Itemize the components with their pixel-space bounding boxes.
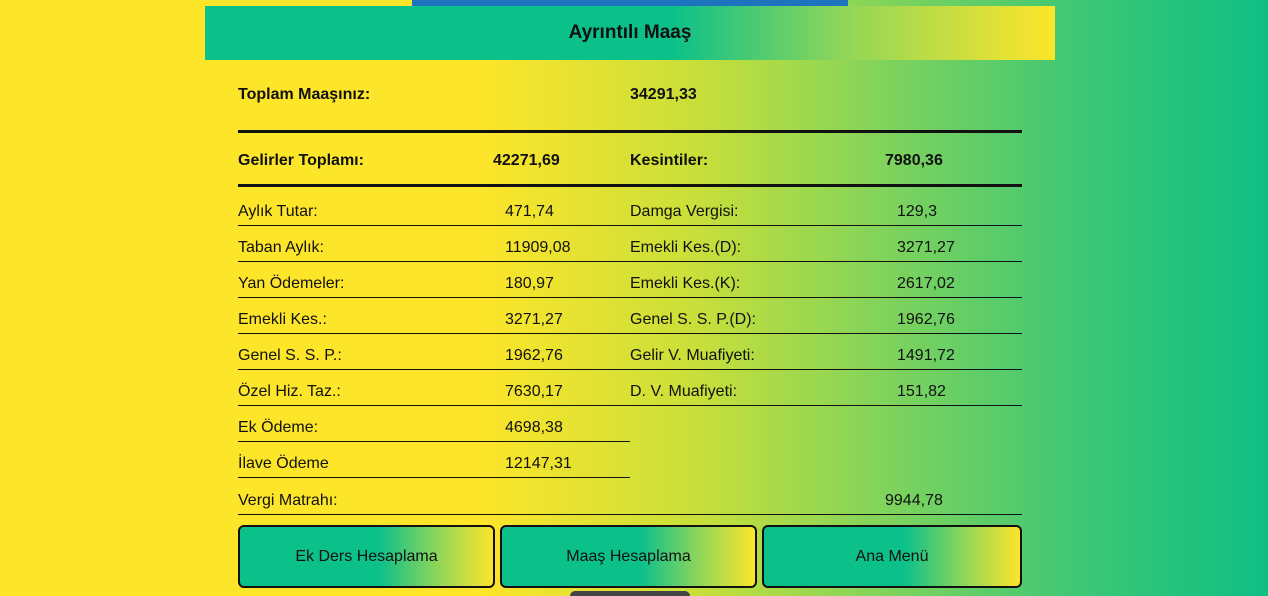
income-item-value: 11909,08	[505, 239, 571, 256]
deduction-item-value: 2617,02	[897, 275, 955, 292]
income-item	[238, 455, 1022, 475]
deduction-item-label: Damga Vergisi:	[630, 203, 739, 220]
income-item-label: Taban Aylık:	[238, 239, 324, 256]
deduction-item	[238, 239, 1022, 259]
deduction-item-label: D. V. Muafiyeti:	[630, 383, 738, 400]
row-divider	[238, 333, 1022, 334]
income-item-value: 12147,31	[505, 455, 572, 472]
income-item-value: 4698,38	[505, 419, 563, 436]
deduction-item-value: 1491,72	[897, 347, 955, 364]
deduction-item	[238, 347, 1022, 367]
income-item-value: 7630,17	[505, 383, 563, 400]
deduction-item-label: Gelir V. Muafiyeti:	[630, 347, 755, 364]
row-divider	[238, 514, 1022, 515]
total-salary-label: Toplam Maaşınız:	[238, 86, 371, 103]
row-divider	[238, 405, 1022, 406]
tax-base-value: 9944,78	[885, 492, 943, 509]
main-menu-button[interactable]: Ana Menü	[762, 525, 1022, 588]
deductions-total-value: 7980,36	[885, 152, 943, 169]
salary-calc-button[interactable]: Maaş Hesaplama	[500, 525, 757, 588]
total-salary-value: 34291,33	[630, 86, 697, 103]
deduction-item-label: Emekli Kes.(K):	[630, 275, 741, 292]
income-item-label: Ek Ödeme:	[238, 419, 319, 436]
bottom-nav-handle	[570, 591, 690, 596]
deduction-item-value: 1962,76	[897, 311, 955, 328]
tax-base-label: Vergi Matrahı:	[238, 492, 338, 509]
income-item-label: İlave Ödeme	[238, 455, 329, 472]
page-title: Ayrıntılı Maaş	[568, 22, 692, 43]
deduction-item-value: 129,3	[897, 203, 938, 220]
deduction-item-label: Emekli Kes.(D):	[630, 239, 742, 256]
income-item-value: 471,74	[505, 203, 554, 220]
income-item-label: Emekli Kes.:	[238, 311, 327, 328]
income-item-label: Genel S. S. P.:	[238, 347, 342, 364]
income-item-value: 3271,27	[505, 311, 563, 328]
deduction-item	[238, 275, 1022, 295]
row-divider	[238, 369, 1022, 370]
row-divider	[238, 297, 1022, 298]
deduction-item-value: 151,82	[897, 383, 946, 400]
row-divider	[238, 477, 630, 478]
extra-lesson-calc-button[interactable]: Ek Ders Hesaplama	[238, 525, 495, 588]
divider-thick-2	[238, 184, 1022, 187]
deduction-item-label: Genel S. S. P.(D):	[630, 311, 756, 328]
row-divider	[238, 225, 1022, 226]
divider-thick-1	[238, 130, 1022, 133]
deduction-item-value: 3271,27	[897, 239, 955, 256]
deduction-item	[238, 383, 1022, 403]
total-salary-row	[238, 86, 1022, 106]
totals-row	[238, 152, 1022, 172]
tax-base-row	[238, 492, 1022, 512]
income-item-label: Aylık Tutar:	[238, 203, 318, 220]
income-total-value: 42271,69	[493, 152, 560, 169]
row-divider	[238, 441, 630, 442]
income-item-value: 1962,76	[505, 347, 563, 364]
income-total-label: Gelirler Toplamı:	[238, 152, 364, 169]
income-item-value: 180,97	[505, 275, 554, 292]
deductions-total-label: Kesintiler:	[630, 152, 709, 169]
income-item-label: Özel Hiz. Taz.:	[238, 383, 341, 400]
deduction-item	[238, 311, 1022, 331]
income-item	[238, 419, 1022, 439]
deduction-item	[238, 203, 1022, 223]
page-header	[205, 6, 1055, 60]
row-divider	[238, 261, 1022, 262]
income-item-label: Yan Ödemeler:	[238, 275, 345, 292]
